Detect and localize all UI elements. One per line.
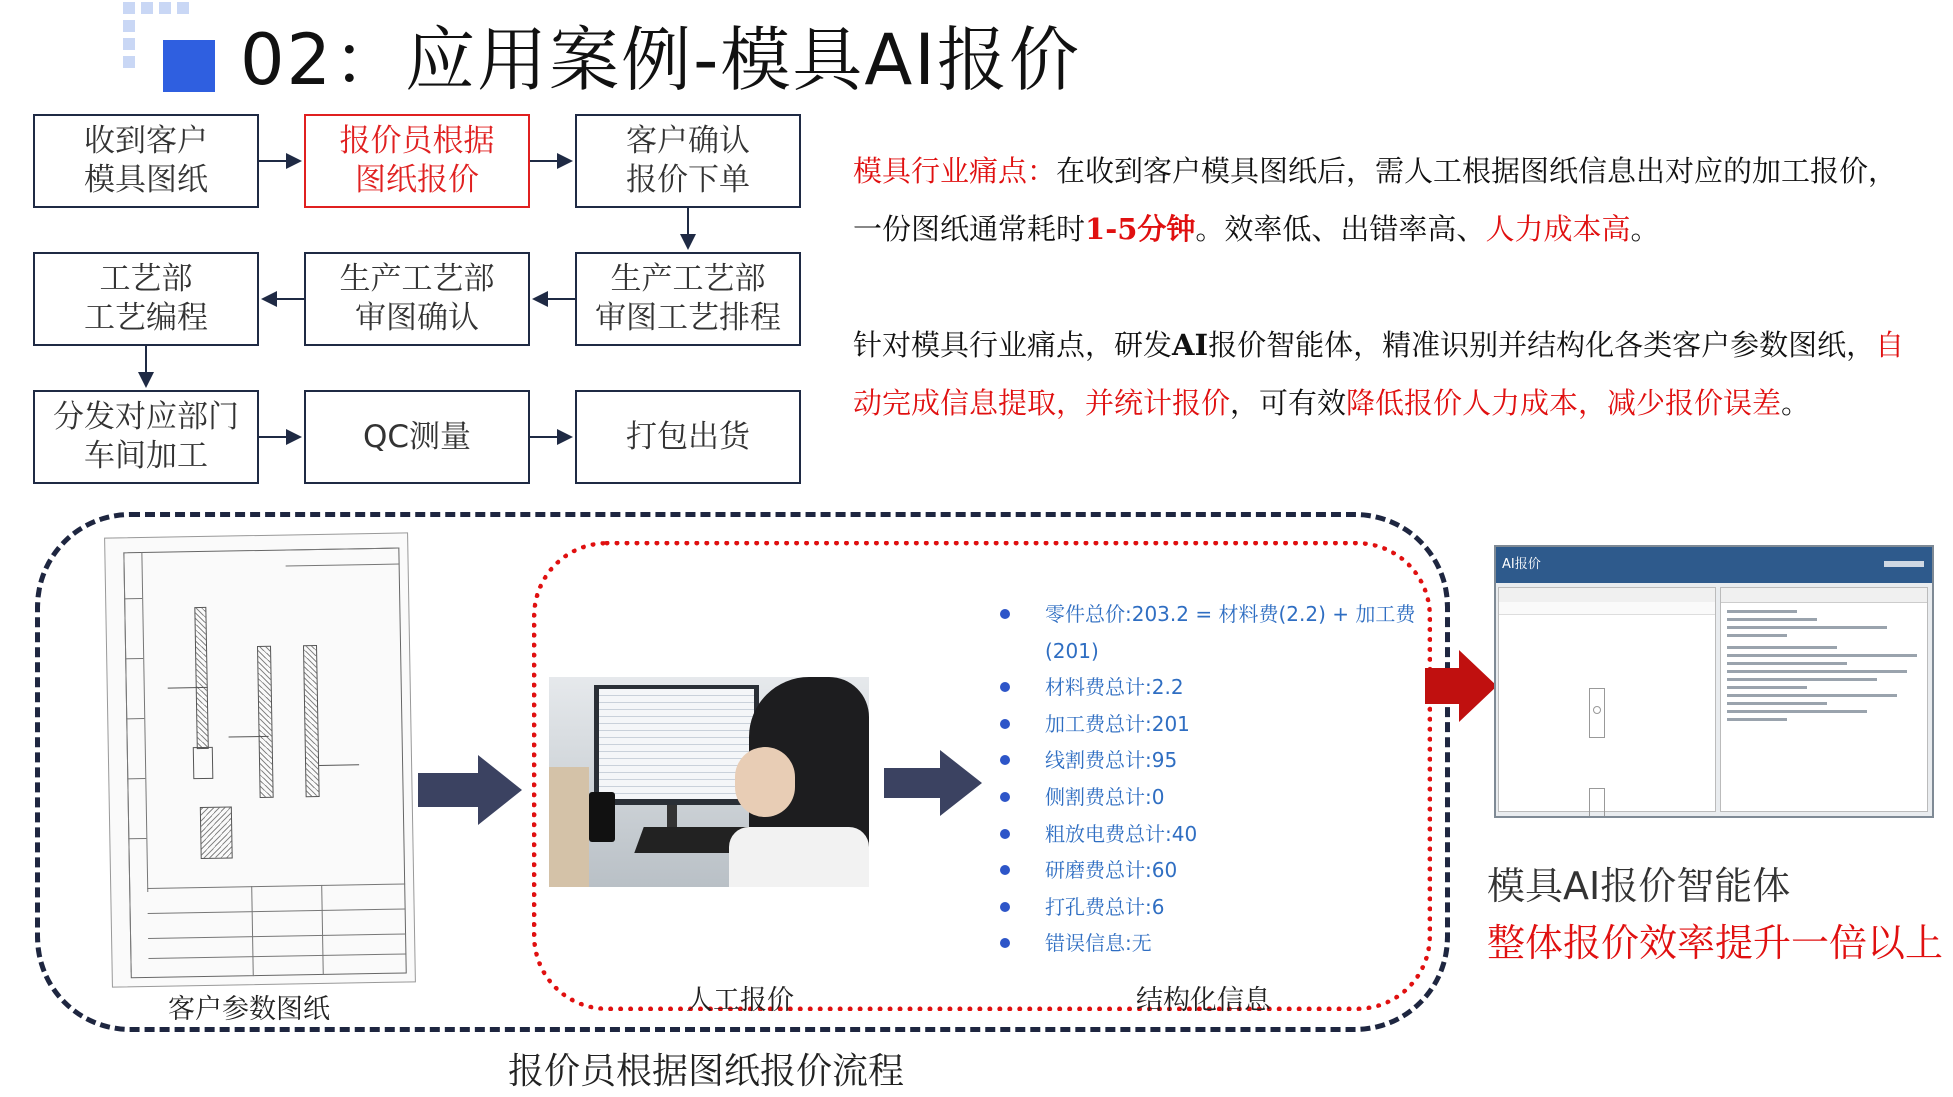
structured-info-list (1000, 596, 1420, 962)
pain-point-paragraph (853, 142, 1913, 258)
list-item: 零件总价:203.2 = 材料费(2.2) + 加工费(201) (1000, 596, 1420, 669)
ai-quote-screenshot (1494, 545, 1934, 818)
list-item: 研磨费总计:60 (1000, 852, 1420, 889)
arrow-right-red-icon (1425, 650, 1499, 722)
manual-quote-caption: 人工报价 (686, 985, 794, 1016)
ai-word: AI (1172, 328, 1209, 362)
list-item: 打孔费总计:6 (1000, 889, 1420, 926)
arrow-right-icon (418, 755, 524, 825)
list-item: 粗放电费总计:40 (1000, 816, 1420, 853)
customer-drawing-image (104, 532, 416, 987)
drawing-preview-pane (1498, 587, 1716, 812)
flow-arrows (0, 0, 820, 500)
structured-info-caption: 结构化信息 (1136, 985, 1271, 1016)
pain-point-label: 模具行业痛点： (853, 154, 1057, 188)
arrow-right-icon (884, 750, 984, 816)
ai-window-title: AI报价 (1502, 557, 1541, 572)
ai-agent-name: 模具AI报价智能体 (1487, 864, 1791, 908)
list-item: 加工费总计:201 (1000, 706, 1420, 743)
flow-step-receive-drawing: 收到客户 模具图纸 (33, 114, 259, 208)
flow-step-review-schedule: 生产工艺部 审图工艺排程 (575, 252, 801, 346)
flow-step-quote-by-drawing: 报价员根据 图纸报价 (304, 114, 530, 208)
solution-paragraph (853, 316, 1913, 432)
manual-quote-photo (549, 677, 869, 887)
solution-text: 针对模具行业痛点，研发 (853, 328, 1173, 362)
flow-step-customer-confirm: 客户确认 报价下单 (575, 114, 801, 208)
solution-text-3: ，可有效 (1230, 386, 1347, 420)
window-controls (1884, 561, 1924, 567)
auto-extract-highlight: 自动完成信息提取，并统计报价 (853, 328, 1905, 420)
list-item: 线割费总计:95 (1000, 742, 1420, 779)
cost-highlight: 人力成本高 (1485, 212, 1631, 246)
flow-step-process-programming: 工艺部 工艺编程 (33, 252, 259, 346)
punctuation: 。 (1781, 386, 1811, 420)
pain-point-text-2: 。效率低、出错率高、 (1195, 212, 1486, 246)
flow-caption: 报价员根据图纸报价流程 (508, 1051, 905, 1092)
list-item: 错误信息:无 (1000, 925, 1420, 962)
flow-step-ship: 打包出货 (575, 390, 801, 484)
ai-agent-benefit: 整体报价效率提升一倍以上 (1487, 921, 1944, 965)
list-item: 侧割费总计:0 (1000, 779, 1420, 816)
solution-text-2: 报价智能体，精准识别并结构化各类客户参数图纸， (1208, 328, 1876, 362)
time-highlight: 1-5分钟 (1085, 212, 1196, 246)
reduce-cost-highlight: 降低报价人力成本，减少报价误差 (1346, 386, 1782, 420)
page-title: 02：应用案例-模具AI报价 (240, 19, 1081, 101)
flow-step-dispatch: 分发对应部门 车间加工 (33, 390, 259, 484)
list-item: 材料费总计:2.2 (1000, 669, 1420, 706)
pain-point-text: 在收到客户模具图纸后，需人工根据图纸信息出对应的加工报价，一份图纸通常耗时 (853, 154, 1898, 246)
flow-step-qc: QC测量 (304, 390, 530, 484)
punctuation: 。 (1630, 212, 1660, 246)
flow-step-review-confirm: 生产工艺部 审图确认 (304, 252, 530, 346)
quote-result-pane (1720, 587, 1928, 812)
drawing-caption: 客户参数图纸 (168, 994, 330, 1025)
